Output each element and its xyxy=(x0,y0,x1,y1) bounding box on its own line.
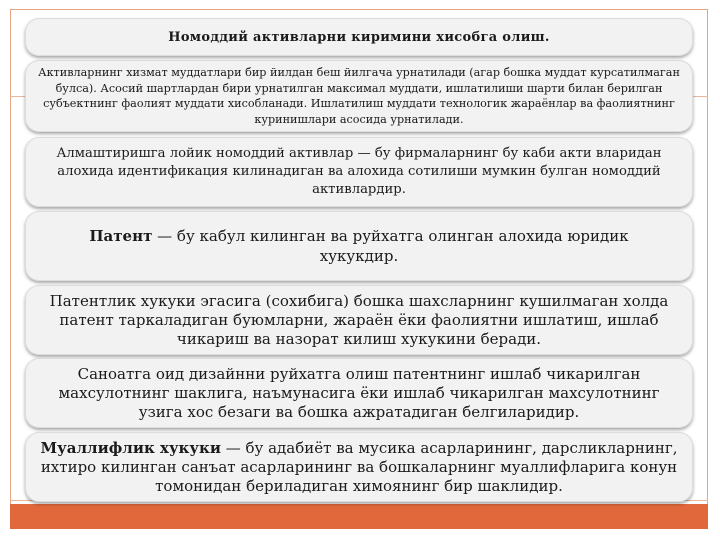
patent-rights-card xyxy=(25,285,693,355)
copyright-card xyxy=(25,432,693,502)
copyright-definition xyxy=(39,439,679,496)
amortization-text: Активларнинг хизмат муддатлари бир йилдан беш йилгача урнатилади (агар бошка муддат курсатилмаган булса). Асосий шартлардан бири урнатилган максимал муддати, ишлатилиши шарти билан берилган субъектнинг фаолият муддати хисобланади. Ишлатилиш муддати технологик жараёнлар ва фаолиятнинг куринишлари асосида урнатилади. xyxy=(38,66,680,126)
slide-title-text: Номоддий активларни киримини хисобга олиш. xyxy=(168,29,550,45)
amortization-card xyxy=(25,60,693,132)
slide-title xyxy=(25,18,693,56)
identifiable-assets-card xyxy=(25,137,693,207)
patent-card xyxy=(25,211,693,281)
industrial-design-card xyxy=(25,358,693,428)
industrial-design-text: Саноатга оид дизайнни руйхатга олиш патентнинг ишлаб чикарилган махсулотнинг шаклига, наъмунасига ёки ишлаб чикарилган махсулотнинг узига хос безаги ва бошка ажратадиган белгиларидир. xyxy=(58,364,660,421)
copyright-definition-text: — бу адабиёт ва мусика асарларининг, дарсликларнинг, ихтиро килинган санъат асарларининг ва бошкаларнинг муаллифларига конун томонидан бериладиган химоянинг бир шаклидир. xyxy=(40,438,678,495)
copyright-term: Муаллифлик хукуки xyxy=(40,438,221,457)
patent-definition xyxy=(55,226,663,266)
footer-accent-bar xyxy=(10,504,708,529)
patent-term: Патент xyxy=(89,227,153,245)
identifiable-assets-text: Алмаштиришга лойик номоддий активлар — бу фирмаларнинг бу каби акти вларидан алохида идентификация килинадиган ва алохида сотилиши мумкин булган номоддий активлардир. xyxy=(56,146,662,197)
patent-rights-text: Патентлик хукуки эгасига (сохибига) бошка шахсларнинг кушилмаган холда патент таркаладиган буюмларни, жараён ёки фаолиятни ишлатиш, ишлаб чикариш ва назорат килиш хукукини беради. xyxy=(49,291,669,348)
patent-definition-text: — бу кабул килинган ва руйхатга олинган алохида юридик хукукдир. xyxy=(152,227,629,265)
